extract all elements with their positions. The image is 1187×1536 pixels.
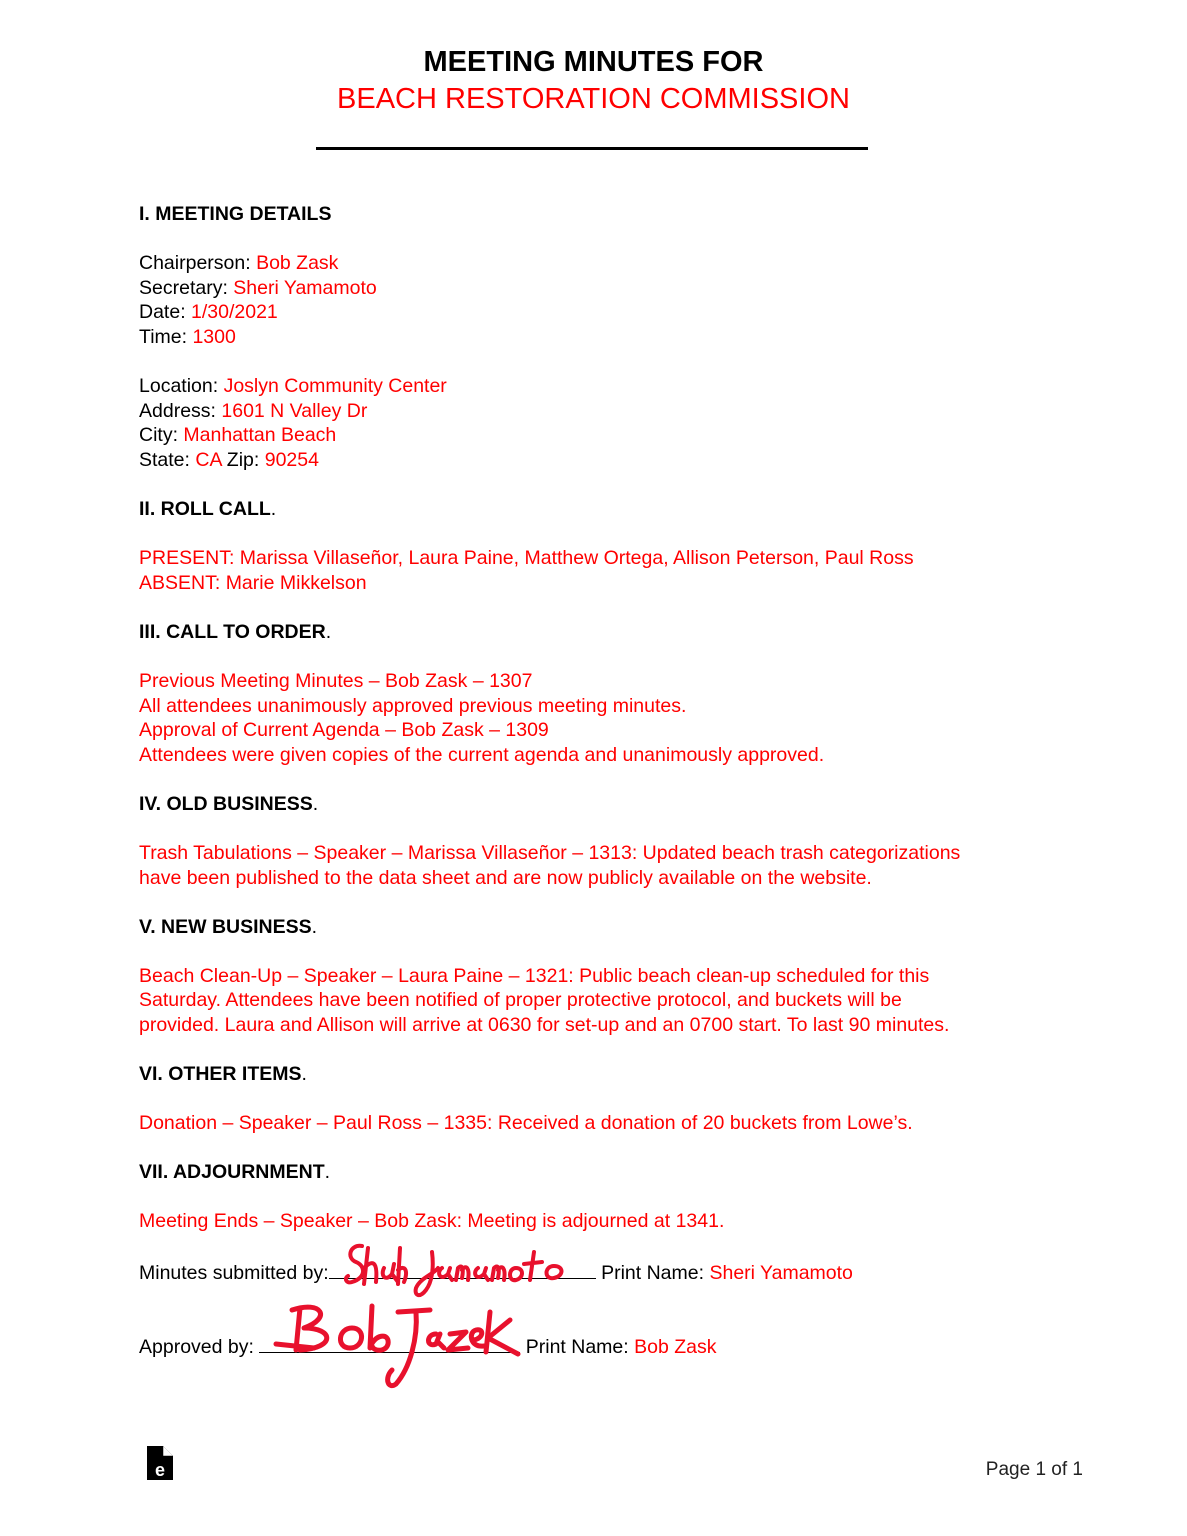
approved-print-name: Bob Zask	[634, 1336, 717, 1358]
field-value: Bob Zask	[256, 252, 339, 274]
field-secretary	[139, 276, 377, 300]
field-state-zip	[139, 448, 319, 472]
field-value: Sheri Yamamoto	[233, 277, 377, 299]
call-to-order-line: Attendees were given copies of the current agenda and unanimously approved.	[139, 744, 825, 766]
heading-text: VII. ADJOURNMENT	[139, 1161, 325, 1183]
field-value: Manhattan Beach	[183, 424, 337, 446]
print-name-label: Print Name:	[595, 1262, 710, 1284]
document-title: MEETING MINUTES FOR	[423, 46, 764, 78]
field-label: Location:	[139, 375, 224, 397]
field-label: Chairperson:	[139, 252, 257, 274]
heading-text: I. MEETING DETAILS	[139, 203, 332, 225]
heading-period: .	[324, 1161, 331, 1183]
new-business-line: provided. Laura and Allison will arrive at 0630 for set-up and an 0700 start. To last 90 minutes.	[139, 1014, 950, 1036]
zip-value: 90254	[264, 449, 319, 471]
organization-name: BEACH RESTORATION COMMISSION	[337, 83, 850, 115]
heading-period: .	[301, 1063, 307, 1085]
svg-text:e: e	[154, 1460, 166, 1480]
old-business-line: Trash Tabulations – Speaker – Marissa Villaseñor – 1313: Updated beach trash categorizations	[139, 842, 961, 864]
print-name-label: Print Name:	[520, 1336, 635, 1358]
submitted-print-name: Sheri Yamamoto	[709, 1262, 853, 1284]
new-business-line: Saturday. Attendees have been notified of proper protective protocol, and buckets will be	[139, 989, 902, 1011]
section-heading-other-items	[139, 1062, 307, 1086]
heading-text: III. CALL TO ORDER	[139, 621, 326, 643]
section-heading-old-business	[139, 792, 318, 816]
field-location	[139, 374, 447, 398]
zip-label: Zip:	[221, 449, 265, 471]
call-to-order-line: All attendees unanimously approved previous meeting minutes.	[139, 695, 687, 717]
section-heading-call-to-order	[139, 620, 331, 644]
state-label: State:	[139, 449, 196, 471]
field-label: Date:	[139, 301, 192, 323]
new-business-line: Beach Clean-Up – Speaker – Laura Paine – 1321: Public beach clean-up scheduled for this	[139, 965, 930, 987]
heading-text: VI. OTHER ITEMS	[139, 1063, 302, 1085]
field-value: Joslyn Community Center	[223, 375, 447, 397]
title-underline	[316, 147, 868, 150]
old-business-line: have been published to the data sheet and are now publicly available on the website.	[139, 867, 872, 889]
field-city	[139, 423, 336, 447]
field-label: Time:	[139, 326, 193, 348]
field-label: Address:	[139, 400, 222, 422]
approved-signature-line[interactable]	[259, 1332, 520, 1353]
call-to-order-line: Approval of Current Agenda – Bob Zask – 1309	[139, 719, 549, 741]
roll-call-absent: ABSENT: Marie Mikkelson	[139, 572, 367, 594]
call-to-order-line: Previous Meeting Minutes – Bob Zask – 1307	[139, 670, 533, 692]
page-number: Page 1 of 1	[985, 1459, 1083, 1480]
approved-by-row	[139, 1332, 717, 1359]
heading-text: V. NEW BUSINESS	[139, 916, 312, 938]
heading-text: II. ROLL CALL	[139, 498, 271, 520]
field-value: 1300	[192, 326, 236, 348]
submitted-signature-line[interactable]	[329, 1258, 596, 1279]
field-value: 1/30/2021	[191, 301, 278, 323]
section-heading-new-business	[139, 915, 317, 939]
submitted-by-row	[139, 1258, 853, 1285]
heading-period: .	[325, 621, 332, 643]
field-label: City:	[139, 424, 184, 446]
heading-period: .	[311, 916, 318, 938]
approved-by-label: Approved by:	[139, 1336, 260, 1358]
section-heading-meeting-details	[139, 202, 331, 226]
heading-text: IV. OLD BUSINESS	[139, 793, 313, 815]
field-value: 1601 N Valley Dr	[221, 400, 368, 422]
field-date	[139, 300, 278, 324]
submitted-by-label: Minutes submitted by:	[139, 1262, 329, 1284]
field-label: Secretary:	[139, 277, 234, 299]
heading-period: .	[312, 793, 319, 815]
field-address	[139, 399, 367, 423]
heading-period: .	[270, 498, 277, 520]
field-chairperson	[139, 251, 338, 275]
state-value: CA	[195, 449, 222, 471]
document-e-icon	[147, 1446, 173, 1480]
roll-call-present: PRESENT: Marissa Villaseñor, Laura Paine, Matthew Ortega, Allison Peterson, Paul Ross	[139, 547, 914, 569]
field-time	[139, 325, 236, 349]
section-heading-roll-call	[139, 497, 276, 521]
adjournment-line: Meeting Ends – Speaker – Bob Zask: Meeting is adjourned at 1341.	[139, 1210, 725, 1232]
other-items-line: Donation – Speaker – Paul Ross – 1335: Received a donation of 20 buckets from Lowe’s.	[139, 1112, 913, 1134]
section-heading-adjournment	[139, 1160, 330, 1184]
